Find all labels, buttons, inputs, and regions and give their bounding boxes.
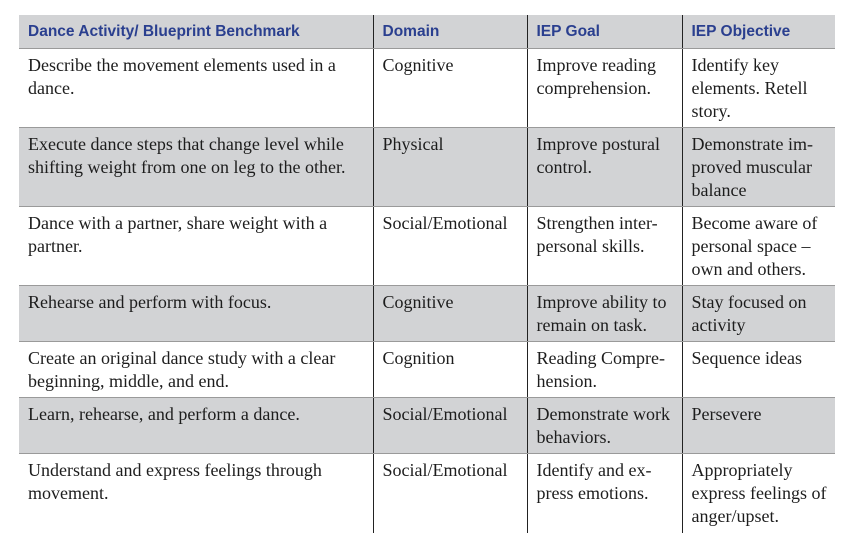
table-row — [19, 398, 835, 454]
table-header-row — [19, 15, 835, 49]
iep-dance-table-container — [19, 15, 835, 533]
header-domain: Domain — [373, 15, 527, 49]
table-row — [19, 286, 835, 342]
cell-domain: Social/Emotional — [373, 207, 527, 286]
cell-goal: Strengthen inter-personal skills. — [527, 207, 682, 286]
iep-dance-table — [19, 15, 835, 533]
table-row — [19, 454, 835, 533]
cell-goal: Demonstrate work behaviors. — [527, 398, 682, 454]
cell-domain: Social/Emotional — [373, 398, 527, 454]
table-row — [19, 49, 835, 128]
cell-activity: Understand and express feelings through movement. — [28, 460, 322, 503]
cell-objective: Persevere — [682, 398, 835, 454]
cell-objective: Become aware of personal space – own and others. — [682, 207, 835, 286]
table-row — [19, 207, 835, 286]
cell-domain: Social/Emotional — [373, 454, 527, 533]
cell-goal: Improve postural control. — [527, 128, 682, 207]
table-row — [19, 128, 835, 207]
table-row — [19, 342, 835, 398]
cell-domain: Cognitive — [373, 49, 527, 128]
cell-activity: Dance with a partner, share weight with a partner. — [19, 207, 373, 286]
cell-activity: Execute dance steps that change level while shifting weight from one on leg to the other. — [19, 128, 373, 207]
header-iep-objective: IEP Objective — [682, 15, 835, 49]
header-dance-activity: Dance Activity/ Blueprint Benchmark — [19, 15, 373, 49]
cell-activity: Describe the movement elements used in a dance. — [19, 49, 373, 128]
cell-objective: Appropriately express feelings of anger/upset. — [682, 454, 835, 533]
cell-objective: Identify key elements. Retell story. — [682, 49, 835, 128]
cell-domain: Physical — [373, 128, 527, 207]
cell-domain: Cognition — [373, 342, 527, 398]
cell-activity: Learn, rehearse, and perform a dance. — [19, 398, 373, 454]
cell-activity: Rehearse and perform with focus. — [19, 286, 373, 342]
header-iep-goal: IEP Goal — [527, 15, 682, 49]
cell-objective: Sequence ideas — [682, 342, 835, 398]
cell-activity: Create an original dance study with a clear beginning, middle, and end. — [19, 342, 373, 398]
cell-goal: Improve reading comprehension. — [527, 49, 682, 128]
cell-domain: Cognitive — [373, 286, 527, 342]
cell-goal: Identify and ex-press emotions. — [527, 454, 682, 533]
cell-goal: Reading Compre-hension. — [527, 342, 682, 398]
cell-objective: Demonstrate im-proved muscular balance — [682, 128, 835, 207]
cell-objective: Stay focused on activity — [682, 286, 835, 342]
cell-goal: Improve ability to remain on task. — [527, 286, 682, 342]
